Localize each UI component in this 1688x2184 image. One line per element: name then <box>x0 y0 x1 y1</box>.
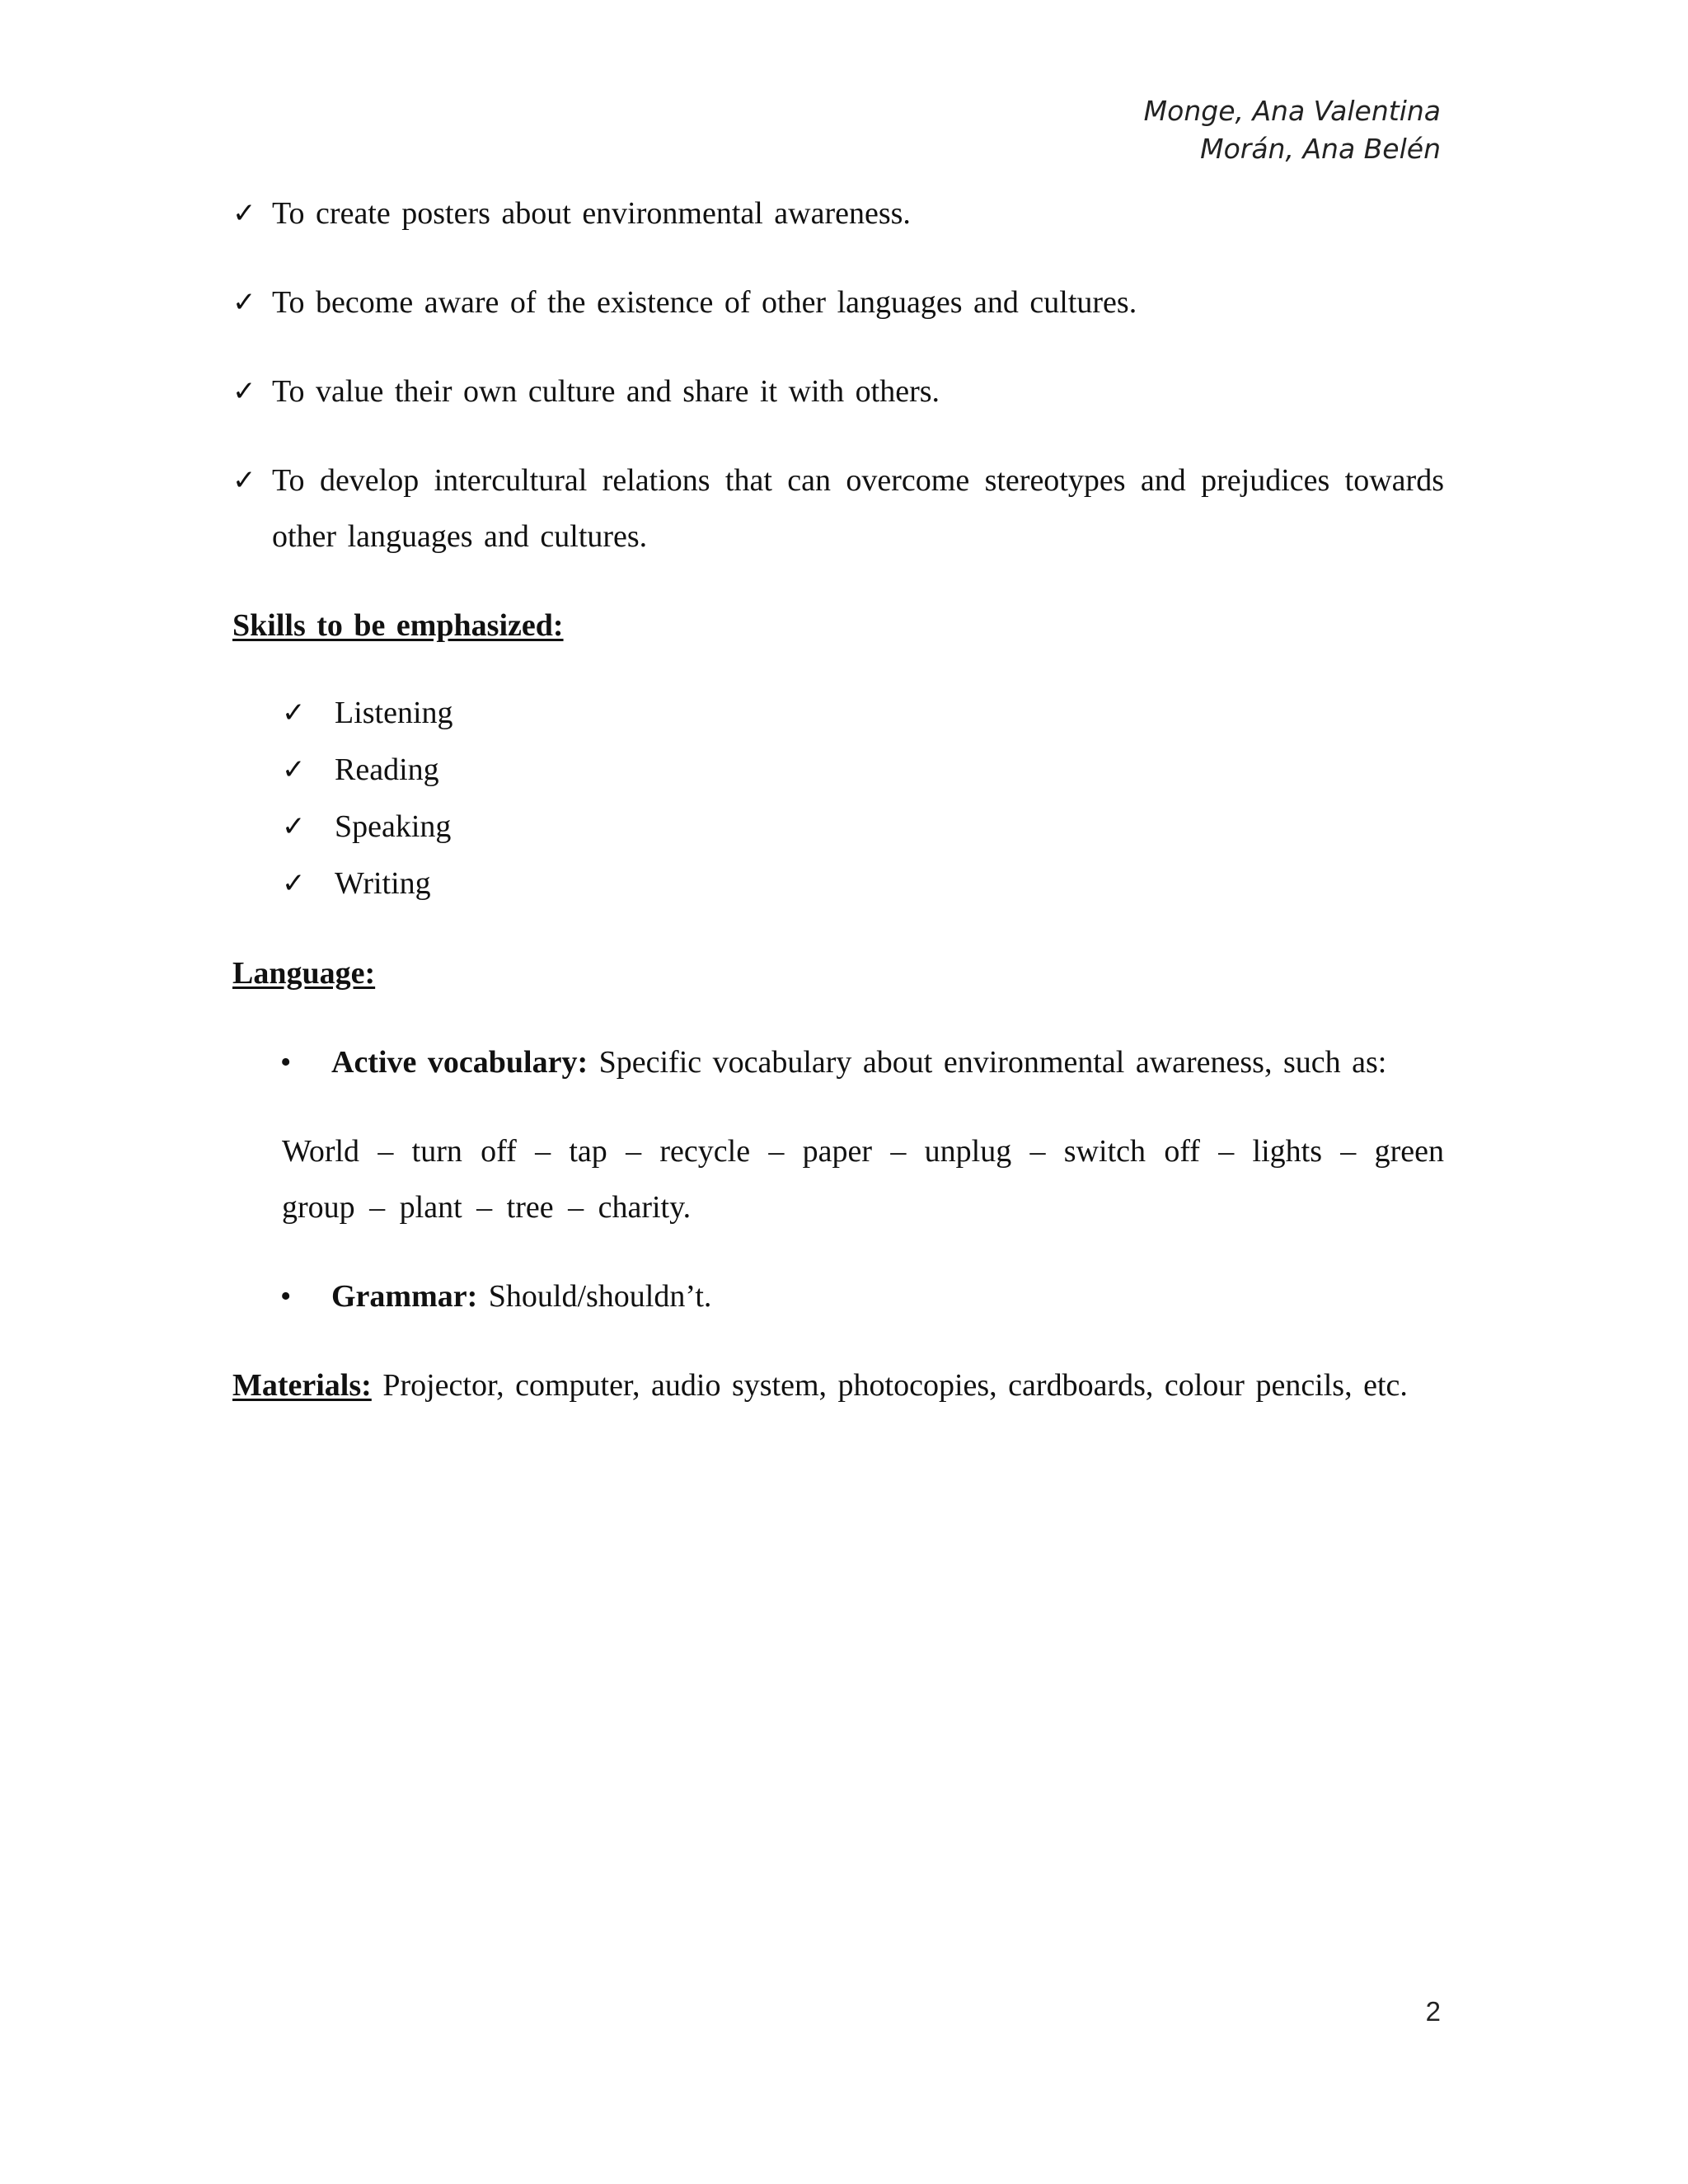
skill-label: Listening <box>335 696 453 730</box>
grammar-label: Grammar: <box>331 1279 478 1314</box>
active-vocabulary-label: Active vocabulary: <box>331 1045 588 1080</box>
page-number: 2 <box>1425 1996 1441 2027</box>
skills-list <box>232 685 1444 912</box>
grammar-item <box>232 1268 1444 1324</box>
objective-text: To create posters about environmental awareness. <box>272 196 911 231</box>
skill-item <box>282 799 1444 855</box>
grammar-text: Should/shouldn’t. <box>488 1279 712 1314</box>
materials-label: Materials: <box>232 1368 372 1403</box>
objective-item <box>232 185 1444 241</box>
page-header <box>1144 92 1441 168</box>
bullet-icon: • <box>280 1279 292 1314</box>
skills-heading: Skills to be emphasized: <box>232 608 564 643</box>
skill-label: Reading <box>335 752 439 787</box>
document-body <box>232 185 1444 1413</box>
checkmark-icon: ✓ <box>232 286 256 319</box>
skill-label: Writing <box>335 866 431 901</box>
checkmark-icon: ✓ <box>282 867 306 900</box>
materials-line <box>232 1357 1444 1413</box>
skill-item <box>282 742 1444 799</box>
active-vocabulary-text: Specific vocabulary about environmental awareness, such as: <box>598 1045 1387 1080</box>
bullet-icon: • <box>280 1045 292 1080</box>
objective-item <box>232 452 1444 565</box>
skill-item <box>282 685 1444 742</box>
materials-text: Projector, computer, audio system, photocopies, cardboards, colour pencils, etc. <box>382 1368 1408 1403</box>
checkmark-icon: ✓ <box>282 753 306 786</box>
author-name-1: Monge, Ana Valentina <box>1143 95 1441 127</box>
objective-text: To value their own culture and share it with others. <box>272 374 940 409</box>
checkmark-icon: ✓ <box>232 375 256 408</box>
skill-item <box>282 855 1444 912</box>
objectives-list <box>232 185 1444 565</box>
checkmark-icon: ✓ <box>232 197 256 230</box>
checkmark-icon: ✓ <box>282 696 306 729</box>
objective-item <box>232 274 1444 330</box>
objective-text: To become aware of the existence of other languages and cultures. <box>272 285 1137 320</box>
vocabulary-list: World – turn off – tap – recycle – paper – unplug – switch off – lights – green group – plant – tree – charity. <box>282 1134 1444 1225</box>
active-vocabulary-item <box>232 1034 1444 1090</box>
checkmark-icon: ✓ <box>282 810 306 843</box>
objective-text: To develop intercultural relations that can overcome stereotypes and prejudices towards other languages and cultures. <box>272 463 1444 554</box>
language-heading: Language: <box>232 956 376 991</box>
author-name-2: Morán, Ana Belén <box>1200 133 1441 165</box>
objective-item <box>232 363 1444 419</box>
skill-label: Speaking <box>335 809 452 844</box>
checkmark-icon: ✓ <box>232 464 256 497</box>
